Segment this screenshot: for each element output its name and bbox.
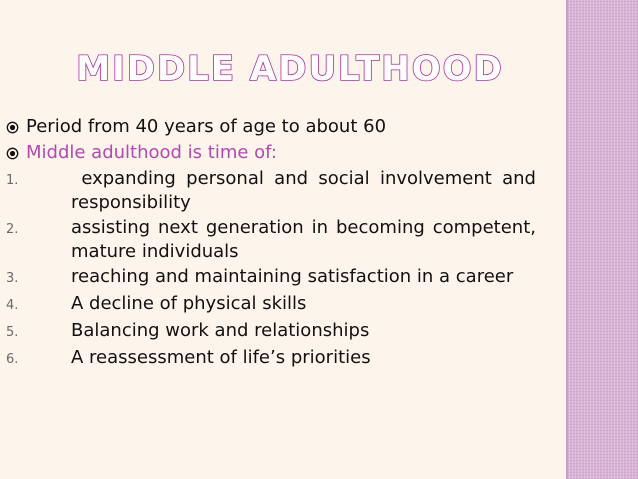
numbered-item-5 [6,319,536,345]
item-number: 6. [6,352,19,367]
slide-content [6,115,542,373]
numbered-item-1 [6,167,542,215]
circled-bullet-icon [6,115,26,139]
bullet-text-accent: Middle adulthood is time of: [26,142,277,163]
item-text: expanding personal and social involvement and responsibility [71,168,542,213]
item-number: 3. [6,271,19,286]
numbered-item-6 [6,346,536,372]
item-text: A decline of physical skills [71,293,307,314]
numbered-item-3 [6,265,536,291]
numbered-item-2 [6,216,536,264]
decorative-side-bar [566,0,638,479]
item-number: 4. [6,298,19,313]
item-text: assisting next generation in becoming competent, mature individuals [71,217,536,262]
item-number: 2. [6,222,19,237]
item-number: 5. [6,325,19,340]
item-text: Balancing work and relationships [71,320,370,341]
slide-title-text: MIDDLE ADULTHOOD [76,49,504,89]
numbered-item-4 [6,292,536,318]
bullet-item-2 [6,141,536,165]
circled-bullet-icon [6,141,26,165]
side-bar-edge [566,0,568,479]
item-number: 1. [6,173,19,188]
item-text: reaching and maintaining satisfaction in a career [71,266,514,287]
bullet-text: Period from 40 years of age to about 60 [26,116,387,137]
bullet-item-1 [6,115,536,139]
slide-title [76,44,504,90]
item-text: A reassessment of life’s priorities [71,347,371,368]
